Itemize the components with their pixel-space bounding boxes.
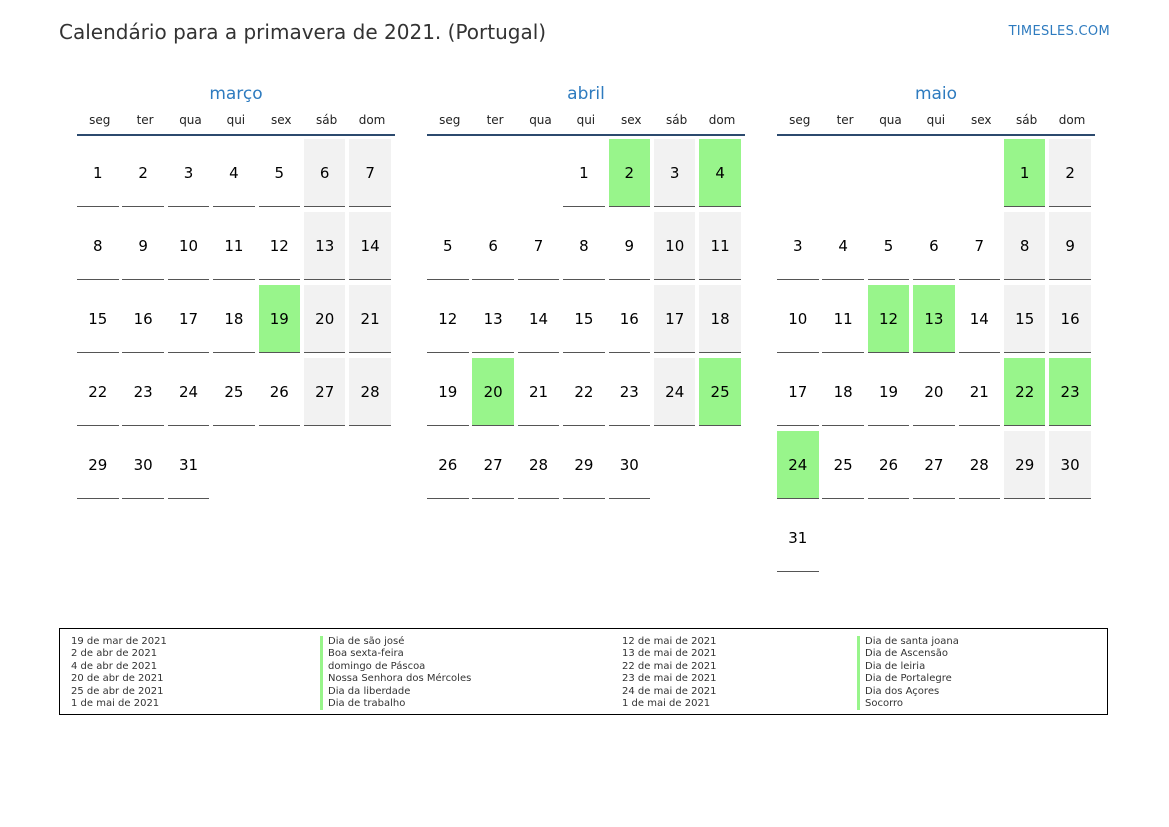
legend-holiday-name: Dia de leiria	[857, 661, 959, 673]
day-cell: 9	[609, 212, 651, 280]
empty-day-cell	[518, 139, 560, 207]
day-cell: 16	[122, 285, 164, 353]
legend-dates-left	[71, 636, 167, 710]
day-cell: 22	[563, 358, 605, 426]
weekday-label: qui	[576, 113, 596, 127]
legend-holiday-name: Nossa Senhora dos Mércoles	[320, 673, 471, 685]
day-cell: 8	[77, 212, 119, 280]
weekday-label: ter	[486, 113, 504, 127]
holiday-day-cell: 13	[913, 285, 955, 353]
day-cell: 5	[427, 212, 469, 280]
weekday-label: qua	[529, 113, 552, 127]
day-cell: 15	[1004, 285, 1046, 353]
day-cell: 15	[77, 285, 119, 353]
weekday-label: ter	[136, 113, 154, 127]
day-cell: 1	[563, 139, 605, 207]
empty-day-cell	[472, 139, 514, 207]
day-cell: 6	[472, 212, 514, 280]
empty-day-cell	[913, 139, 955, 207]
empty-day-cell	[868, 139, 910, 207]
day-cell: 18	[699, 285, 741, 353]
day-cell: 26	[427, 431, 469, 499]
holiday-day-cell: 19	[259, 285, 301, 353]
legend-holiday-name: Dia de santa joana	[857, 636, 959, 648]
holiday-day-cell: 4	[699, 139, 741, 207]
legend-holiday-name: Dia de são josé	[320, 636, 471, 648]
day-cell: 27	[304, 358, 346, 426]
holiday-day-cell: 25	[699, 358, 741, 426]
weekday-label: sáb	[1016, 113, 1038, 127]
month-calendar	[427, 82, 745, 499]
weekday-header	[777, 112, 1095, 136]
legend-holiday-name: Dia de Portalegre	[857, 673, 959, 685]
day-cell: 29	[563, 431, 605, 499]
legend-holiday-date: 12 de mai de 2021	[622, 636, 717, 647]
day-cell: 19	[868, 358, 910, 426]
legend-holiday-date: 2 de abr de 2021	[71, 648, 158, 660]
weekday-label: dom	[358, 113, 386, 127]
day-cell: 10	[654, 212, 696, 280]
weekday-label: seg	[789, 113, 811, 127]
day-cell: 23	[122, 358, 164, 426]
day-cell: 4	[213, 139, 255, 207]
month-calendar	[77, 82, 395, 499]
day-cell: 23	[609, 358, 651, 426]
weekday-label: qua	[879, 113, 902, 127]
day-cell: 4	[822, 212, 864, 280]
day-cell: 25	[213, 358, 255, 426]
day-cell: 5	[868, 212, 910, 280]
legend-holiday-date: 22 de mai de 2021	[622, 660, 717, 672]
day-cell: 20	[913, 358, 955, 426]
day-cell: 18	[213, 285, 255, 353]
empty-day-cell	[777, 139, 819, 207]
weekday-header	[77, 112, 395, 136]
legend-holiday-date: 1 de mai de 2021	[71, 698, 160, 710]
legend-holiday-date: 24 de mai de 2021	[622, 685, 717, 697]
day-cell: 1	[77, 139, 119, 207]
legend-holiday-name: Dia da liberdade	[320, 686, 471, 698]
day-cell: 30	[1049, 431, 1091, 499]
legend-holiday-date: 4 de abr de 2021	[71, 660, 158, 672]
day-cell: 14	[518, 285, 560, 353]
holiday-day-cell: 24	[777, 431, 819, 499]
month-name: maio	[914, 84, 958, 104]
holiday-legend	[59, 628, 1108, 715]
weekday-label: sex	[620, 113, 642, 127]
site-brand-link[interactable]: TIMESLES.COM	[1008, 24, 1110, 39]
day-cell: 30	[122, 431, 164, 499]
legend-holiday-date: 1 de mai de 2021	[622, 698, 711, 710]
day-cell: 27	[913, 431, 955, 499]
holiday-day-cell: 12	[868, 285, 910, 353]
month-name: abril	[567, 84, 605, 104]
day-cell: 28	[349, 358, 391, 426]
day-cell: 16	[1049, 285, 1091, 353]
day-cell: 26	[259, 358, 301, 426]
day-cell: 15	[563, 285, 605, 353]
day-cell: 27	[472, 431, 514, 499]
legend-holiday-name: Boa sexta-feira	[320, 648, 471, 660]
weekday-label: sex	[270, 113, 292, 127]
weekday-label: sáb	[666, 113, 688, 127]
legend-names-left	[320, 636, 471, 710]
day-cell: 28	[518, 431, 560, 499]
day-cell: 24	[168, 358, 210, 426]
legend-holiday-name: Dia de Ascensão	[857, 648, 959, 660]
legend-holiday-date: 25 de abr de 2021	[71, 685, 164, 697]
day-grid	[777, 139, 1095, 572]
day-cell: 21	[349, 285, 391, 353]
day-cell: 12	[259, 212, 301, 280]
empty-day-cell	[959, 139, 1001, 207]
legend-dates-right	[622, 636, 717, 710]
day-cell: 28	[959, 431, 1001, 499]
day-grid	[427, 139, 745, 499]
day-cell: 17	[168, 285, 210, 353]
day-cell: 16	[609, 285, 651, 353]
day-cell: 11	[213, 212, 255, 280]
day-cell: 31	[777, 504, 819, 572]
legend-names-right	[857, 636, 959, 710]
day-cell: 21	[518, 358, 560, 426]
day-cell: 14	[959, 285, 1001, 353]
day-cell: 11	[822, 285, 864, 353]
holiday-day-cell: 20	[472, 358, 514, 426]
empty-day-cell	[822, 139, 864, 207]
weekday-label: dom	[708, 113, 736, 127]
day-cell: 8	[1004, 212, 1046, 280]
day-cell: 24	[654, 358, 696, 426]
day-cell: 18	[822, 358, 864, 426]
day-cell: 3	[654, 139, 696, 207]
weekday-label: seg	[439, 113, 461, 127]
day-cell: 2	[122, 139, 164, 207]
day-cell: 25	[822, 431, 864, 499]
day-cell: 2	[1049, 139, 1091, 207]
day-cell: 11	[699, 212, 741, 280]
weekday-label: ter	[836, 113, 854, 127]
weekday-label: qui	[226, 113, 246, 127]
day-cell: 8	[563, 212, 605, 280]
day-cell: 7	[518, 212, 560, 280]
legend-holiday-name: Dia dos Açores	[857, 686, 959, 698]
day-cell: 5	[259, 139, 301, 207]
holiday-day-cell: 22	[1004, 358, 1046, 426]
day-cell: 7	[959, 212, 1001, 280]
weekday-label: qui	[926, 113, 946, 127]
day-cell: 14	[349, 212, 391, 280]
day-cell: 6	[304, 139, 346, 207]
weekday-label: dom	[1058, 113, 1086, 127]
month-calendar	[777, 82, 1095, 572]
day-cell: 29	[77, 431, 119, 499]
day-cell: 6	[913, 212, 955, 280]
weekday-label: seg	[89, 113, 111, 127]
holiday-day-cell: 23	[1049, 358, 1091, 426]
day-cell: 31	[168, 431, 210, 499]
legend-holiday-name: Dia de trabalho	[320, 698, 471, 710]
month-name: março	[209, 84, 263, 104]
day-cell: 21	[959, 358, 1001, 426]
day-cell: 13	[304, 212, 346, 280]
day-cell: 3	[777, 212, 819, 280]
day-cell: 17	[777, 358, 819, 426]
weekday-header	[427, 112, 745, 136]
day-cell: 20	[304, 285, 346, 353]
day-cell: 29	[1004, 431, 1046, 499]
weekday-label: qua	[179, 113, 202, 127]
day-cell: 9	[1049, 212, 1091, 280]
day-cell: 26	[868, 431, 910, 499]
legend-holiday-date: 20 de abr de 2021	[71, 673, 164, 685]
day-cell: 13	[472, 285, 514, 353]
day-cell: 10	[168, 212, 210, 280]
day-cell: 3	[168, 139, 210, 207]
day-cell: 9	[122, 212, 164, 280]
legend-holiday-name: domingo de Páscoa	[320, 661, 471, 673]
weekday-label: sáb	[316, 113, 338, 127]
weekday-label: sex	[970, 113, 992, 127]
legend-holiday-date: 19 de mar de 2021	[71, 636, 167, 647]
holiday-day-cell: 2	[609, 139, 651, 207]
empty-day-cell	[427, 139, 469, 207]
day-cell: 22	[77, 358, 119, 426]
legend-holiday-name: Socorro	[857, 698, 959, 710]
day-cell: 10	[777, 285, 819, 353]
page-title: Calendário para a primavera de 2021. (Portugal)	[59, 20, 547, 44]
day-cell: 19	[427, 358, 469, 426]
day-cell: 30	[609, 431, 651, 499]
day-grid	[77, 139, 395, 499]
day-cell: 12	[427, 285, 469, 353]
legend-holiday-date: 13 de mai de 2021	[622, 648, 717, 660]
legend-holiday-date: 23 de mai de 2021	[622, 673, 717, 685]
day-cell: 17	[654, 285, 696, 353]
holiday-day-cell: 1	[1004, 139, 1046, 207]
day-cell: 7	[349, 139, 391, 207]
